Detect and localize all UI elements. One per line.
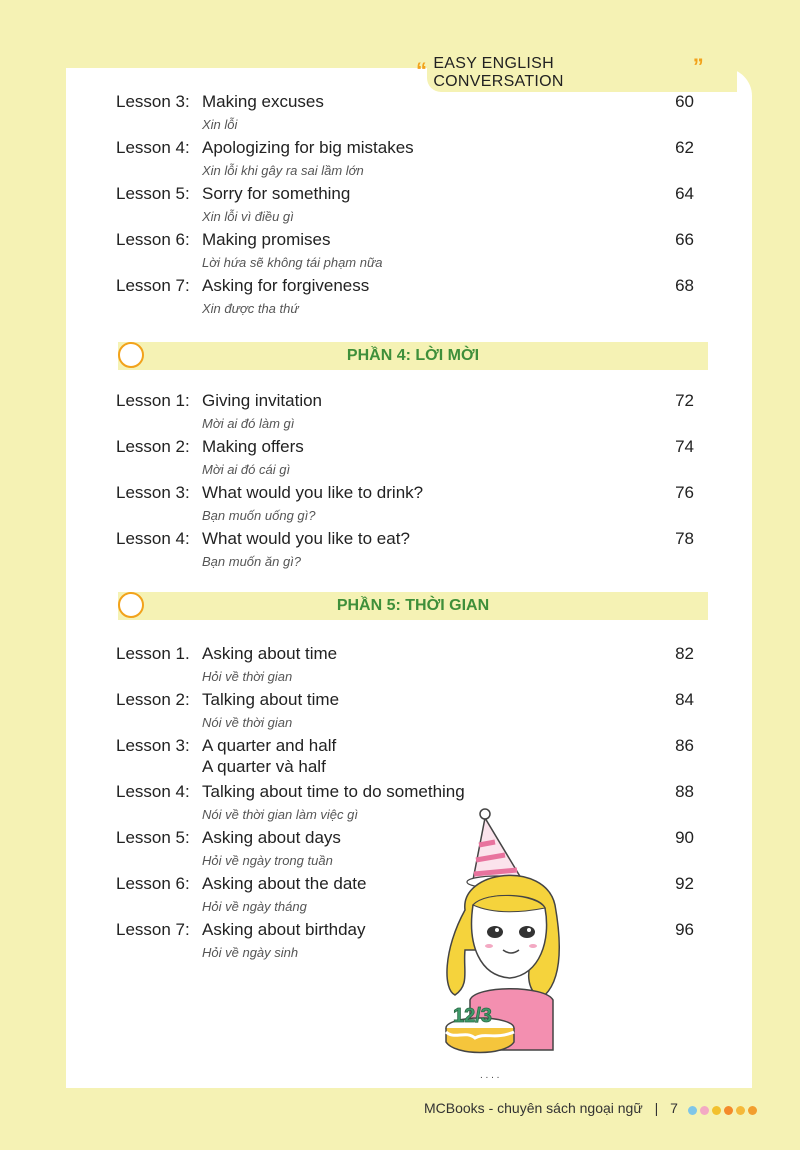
lesson-title: What would you like to drink? <box>202 483 424 502</box>
dot-icon <box>688 1106 697 1115</box>
header-title <box>410 54 710 90</box>
lesson-number: Lesson 6: <box>116 230 190 249</box>
lesson-number: Lesson 1: <box>116 391 190 410</box>
lesson-number: Lesson 3: <box>116 92 190 111</box>
lesson-title: Sorry for something <box>202 184 351 203</box>
lesson-title: Asking about the date <box>202 874 367 893</box>
lesson-title: Asking for forgiveness <box>202 276 370 295</box>
lesson-number: Lesson 6: <box>116 874 190 893</box>
dot-icon <box>736 1106 745 1115</box>
dot-icon <box>712 1106 721 1115</box>
lesson-title: Asking about time <box>202 644 338 663</box>
page-number: 7 <box>670 1100 678 1116</box>
toc-row[interactable] <box>116 734 694 758</box>
lesson-subtitle: Xin lỗi vì điều gì <box>202 209 294 224</box>
lesson-number: Lesson 4: <box>116 782 190 801</box>
lesson-page: 72 <box>675 391 694 410</box>
lesson-page: 76 <box>675 483 694 502</box>
lesson-subtitle: Lời hứa sẽ không tái phạm nữa <box>202 255 383 270</box>
dot-icon <box>748 1106 757 1115</box>
toc-row[interactable] <box>116 780 694 804</box>
lesson-page: 96 <box>675 920 694 939</box>
lesson-page: 78 <box>675 529 694 548</box>
lesson-number: Lesson 4: <box>116 138 190 157</box>
lesson-title: Apologizing for big mistakes <box>202 138 414 157</box>
lesson-title: Making excuses <box>202 92 324 111</box>
lesson-page: 74 <box>675 437 694 456</box>
lesson-page: 64 <box>675 184 694 203</box>
lesson-page: 84 <box>675 690 694 709</box>
lesson-number: Lesson 2: <box>116 437 190 456</box>
lesson-subtitle: Hỏi về ngày tháng <box>202 899 307 914</box>
lesson-title: Asking about birthday <box>202 920 366 939</box>
lesson-subtitle: Mời ai đó cái gì <box>202 462 291 477</box>
lesson-subtitle: Hỏi về ngày trong tuần <box>202 853 333 868</box>
toc-row[interactable] <box>116 435 694 459</box>
section-title: PHẦN 5: THỜI GIAN <box>336 597 490 614</box>
cake-text: 12/3 <box>453 1005 492 1027</box>
lesson-number: Lesson 3: <box>116 736 190 755</box>
toc-row[interactable] <box>116 136 694 160</box>
lesson-subtitle: Xin được tha thứ <box>202 301 299 316</box>
book-title: EASY ENGLISH CONVERSATION <box>433 55 564 90</box>
section-title: PHẦN 4: LỜI MỜI <box>346 347 480 364</box>
lesson-number: Lesson 1. <box>116 644 190 663</box>
lesson-number: Lesson 4: <box>116 529 190 548</box>
lesson-page: 92 <box>675 874 694 893</box>
lesson-number: Lesson 3: <box>116 483 190 502</box>
toc-row[interactable] <box>116 90 694 114</box>
lesson-subtitle: A quarter và half <box>202 757 326 776</box>
lesson-title: Asking about days <box>202 828 341 847</box>
lesson-subtitle: Nói về thời gian <box>202 715 293 730</box>
lesson-page: 60 <box>675 92 694 111</box>
lesson-number: Lesson 5: <box>116 828 190 847</box>
lesson-subtitle: Xin lỗi khi gây ra sai lầm lớn <box>202 163 364 178</box>
toc-row[interactable] <box>116 481 694 505</box>
lesson-subtitle: Hỏi về thời gian <box>202 669 293 684</box>
lesson-subtitle: Nói về thời gian làm việc gì <box>202 807 358 822</box>
toc-row[interactable] <box>116 182 694 206</box>
lesson-number: Lesson 7: <box>116 276 190 295</box>
lesson-number: Lesson 2: <box>116 690 190 709</box>
svg-text:. . . .: . . . . <box>480 1070 500 1081</box>
lesson-page: 90 <box>675 828 694 847</box>
footer-separator: | <box>654 1100 659 1116</box>
section-header-5 <box>118 592 708 620</box>
section-header-4 <box>118 342 708 370</box>
dot-icon <box>724 1106 733 1115</box>
toc-row[interactable] <box>116 826 694 850</box>
close-quote-icon: ” <box>692 54 704 79</box>
lesson-title: What would you like to eat? <box>202 529 410 548</box>
lesson-title: A quarter and half <box>202 736 337 755</box>
lesson-page: 66 <box>675 230 694 249</box>
lesson-title: Talking about time <box>202 690 340 709</box>
lesson-subtitle: Bạn muốn uống gì? <box>202 508 316 523</box>
lesson-page: 88 <box>675 782 694 801</box>
lesson-title: Making promises <box>202 230 331 249</box>
lesson-number: Lesson 7: <box>116 920 190 939</box>
lesson-page: 62 <box>675 138 694 157</box>
lesson-subtitle: Hỏi về ngày sinh <box>202 945 299 960</box>
toc-row[interactable] <box>116 688 694 712</box>
lesson-page: 86 <box>675 736 694 755</box>
lesson-page: 68 <box>675 276 694 295</box>
toc-row[interactable] <box>116 389 694 413</box>
toc-row[interactable] <box>116 527 694 551</box>
lesson-subtitle: Bạn muốn ăn gì? <box>202 554 302 569</box>
lesson-page: 82 <box>675 644 694 663</box>
footer <box>424 1100 678 1116</box>
lesson-title: Giving invitation <box>202 391 323 410</box>
toc-row[interactable] <box>116 642 694 666</box>
lesson-subtitle: Mời ai đó làm gì <box>202 416 295 431</box>
lesson-title: Making offers <box>202 437 304 456</box>
lesson-title: Talking about time to do something <box>202 782 465 801</box>
publisher-text: MCBooks - chuyên sách ngoại ngữ <box>424 1100 643 1116</box>
girl-with-party-hat-and-cake-icon <box>425 800 570 1085</box>
lesson-number: Lesson 5: <box>116 184 190 203</box>
toc-row[interactable] <box>116 918 694 942</box>
toc-row[interactable] <box>116 872 694 896</box>
toc-row[interactable] <box>116 274 694 298</box>
open-quote-icon: “ <box>416 58 428 83</box>
toc-row[interactable] <box>116 228 694 252</box>
dot-icon <box>700 1106 709 1115</box>
lesson-subtitle: Xin lỗi <box>202 117 238 132</box>
